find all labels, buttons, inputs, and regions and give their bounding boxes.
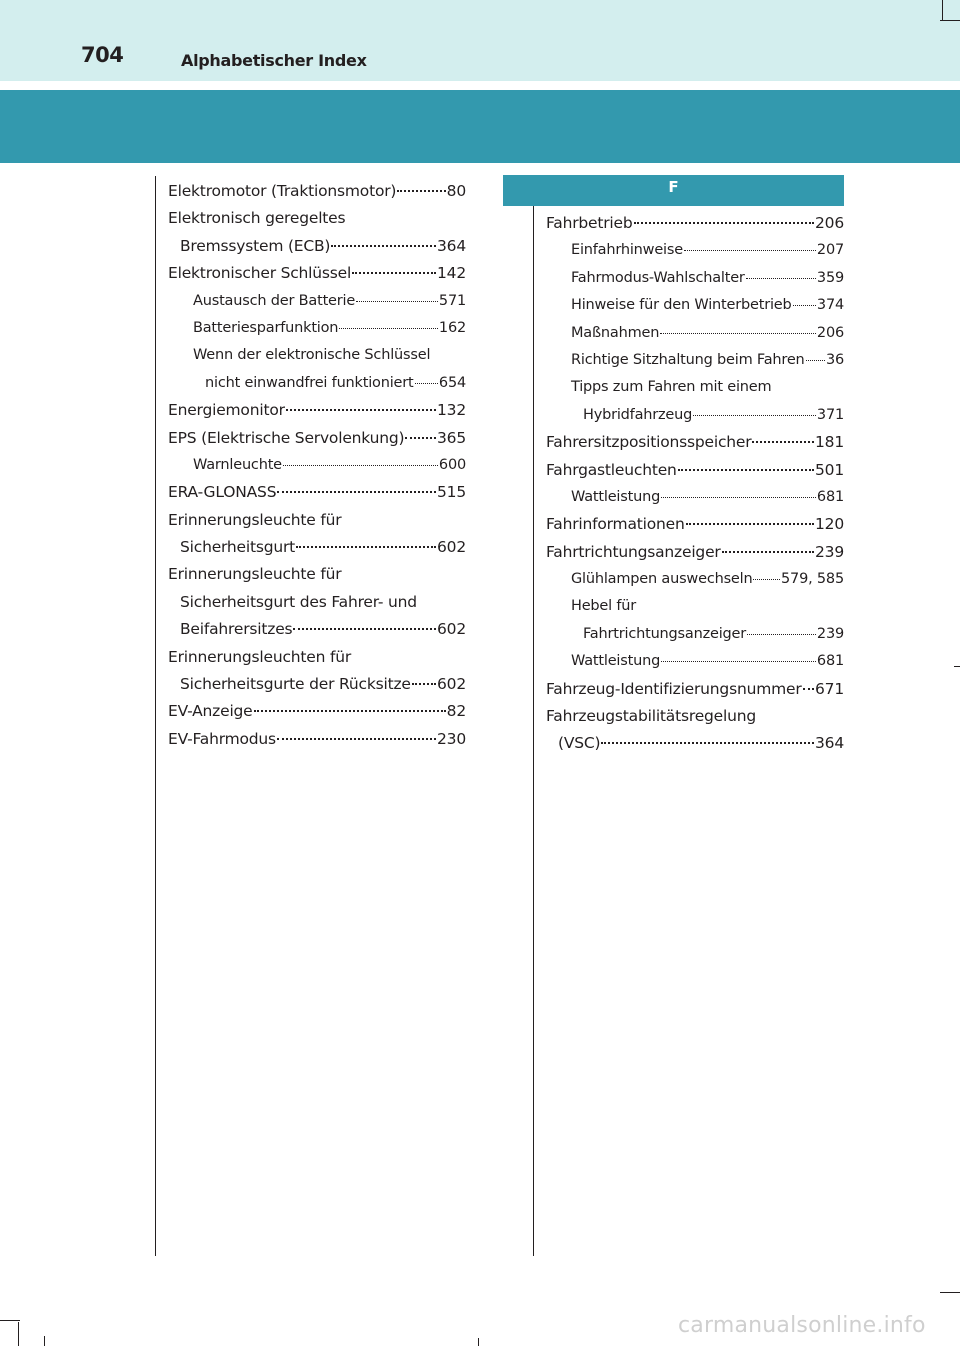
index-entry	[546, 648, 844, 675]
index-entry	[546, 429, 844, 456]
index-entry-page: 181	[815, 433, 844, 452]
dot-leader	[352, 272, 436, 274]
index-entry	[168, 507, 466, 534]
index-entry	[168, 370, 466, 397]
index-entry	[168, 671, 466, 698]
dot-leader	[397, 190, 445, 192]
index-entry-page: 239	[815, 542, 844, 561]
index-entry	[168, 425, 466, 452]
index-entry	[546, 511, 844, 538]
dot-leader	[277, 491, 436, 493]
index-entry-text: EPS (Elektrische Servolenkung)	[168, 428, 405, 447]
index-entry-text: EV-Anzeige	[168, 702, 253, 721]
index-entry-page: 120	[815, 515, 844, 534]
index-entry	[168, 260, 466, 287]
index-entry-page: 36	[825, 351, 844, 368]
index-entry	[546, 539, 844, 566]
index-entry	[168, 205, 466, 232]
index-entry-page: 206	[816, 324, 844, 341]
index-entry-text: Fahrgastleuchten	[546, 460, 677, 479]
index-entry	[168, 233, 466, 260]
dot-leader	[693, 415, 816, 416]
index-entry-text: Austausch der Batterie	[193, 292, 356, 309]
index-entry-page: 364	[437, 236, 466, 255]
dot-leader	[634, 222, 815, 224]
right-column-rule	[533, 176, 534, 1256]
index-entry-text: Einfahrhinweise	[571, 242, 683, 259]
index-entry-page: 600	[438, 456, 466, 473]
index-entry-page: 501	[815, 460, 844, 479]
index-entry	[168, 452, 466, 479]
dot-leader	[746, 278, 816, 279]
index-entry	[546, 237, 844, 264]
dot-leader	[793, 305, 816, 306]
index-entry	[546, 210, 844, 237]
index-entry	[168, 698, 466, 725]
index-entry-page: 374	[816, 297, 844, 314]
index-entry-page: 206	[815, 214, 844, 232]
index-entry-page: 681	[816, 488, 844, 505]
index-entry-page: 365	[437, 428, 466, 447]
crop-mark	[478, 1338, 479, 1346]
index-entry	[546, 621, 844, 648]
banner-band	[0, 90, 960, 163]
dot-leader	[331, 245, 436, 247]
crop-mark	[954, 666, 960, 667]
index-entry-page: 602	[437, 675, 466, 694]
index-entry	[546, 374, 844, 401]
index-entry-text: Hebel für	[571, 598, 637, 615]
index-entry	[168, 534, 466, 561]
index-entry-text: Beifahrersitzes	[180, 620, 293, 639]
index-entry-page: 371	[816, 406, 844, 423]
index-column-left	[168, 178, 466, 753]
index-entry-text: Tipps zum Fahren mit einem	[571, 379, 772, 396]
index-entry-text: Warnleuchte	[193, 456, 282, 473]
index-entry-page: 359	[816, 269, 844, 286]
index-entry-page: 671	[815, 679, 844, 698]
index-entry-text: nicht einwandfrei funktioniert	[205, 374, 414, 391]
index-entry-page: 230	[437, 729, 466, 748]
crop-mark	[0, 1320, 20, 1321]
index-entry	[168, 178, 466, 205]
index-entry	[168, 589, 466, 616]
left-column-rule	[155, 176, 156, 1256]
index-entry-text: Hybridfahrzeug	[583, 406, 693, 423]
dot-leader	[356, 301, 438, 302]
index-entry-page: 207	[816, 242, 844, 259]
dot-leader	[277, 738, 436, 740]
index-entry-text: Fahrbetrieb	[546, 214, 633, 232]
index-entry-text: (VSC)	[558, 734, 601, 753]
page-number: 704	[81, 43, 124, 67]
index-entry	[168, 561, 466, 588]
dot-leader	[661, 661, 816, 662]
index-entry	[168, 397, 466, 424]
index-entry-page: 602	[437, 620, 466, 639]
index-entry-text: Elektronischer Schlüssel	[168, 264, 352, 283]
dot-leader	[293, 628, 436, 630]
dot-leader	[296, 546, 436, 548]
index-entry-text: Erinnerungsleuchte für	[168, 510, 342, 529]
index-entry-page: 239	[816, 625, 844, 642]
index-entry-text: Bremssystem (ECB)	[180, 236, 331, 255]
crop-mark	[940, 1292, 960, 1293]
index-entry	[546, 457, 844, 484]
dot-leader	[405, 437, 436, 439]
index-entry-page: 681	[816, 653, 844, 670]
index-entry	[546, 402, 844, 429]
header-band	[0, 0, 960, 81]
dot-leader	[753, 579, 780, 580]
index-entry-page: 654	[438, 374, 466, 391]
index-entry-text: Wattleistung	[571, 488, 661, 505]
index-entry	[546, 730, 844, 757]
index-entry-text: Maßnahmen	[571, 324, 660, 341]
dot-leader	[806, 360, 825, 361]
letter-heading: F	[503, 175, 844, 206]
index-entry-text: Fahrzeug-Identifizierungsnummer	[546, 679, 802, 698]
crop-mark	[44, 1336, 45, 1346]
index-entry-text: ERA-GLONASS	[168, 483, 277, 502]
index-entry	[546, 484, 844, 511]
index-entry-text: EV-Fahrmodus	[168, 729, 276, 748]
index-entry	[546, 265, 844, 292]
index-entry-text: Elektronisch geregeltes	[168, 209, 346, 228]
index-entry	[168, 288, 466, 315]
index-entry-text: Erinnerungsleuchte für	[168, 565, 342, 584]
index-entry-text: Richtige Sitzhaltung beim Fahren	[571, 351, 805, 368]
watermark: carmanualsonline.info	[678, 1313, 926, 1338]
index-entry	[168, 644, 466, 671]
dot-leader	[254, 710, 446, 712]
dot-leader	[415, 383, 438, 384]
index-entry-page: 602	[437, 538, 466, 557]
dot-leader	[339, 328, 438, 329]
index-entry-page: 579, 585	[781, 571, 844, 588]
index-entry-page: 162	[438, 319, 466, 336]
dot-leader	[686, 523, 814, 525]
index-entry-text: Elektromotor (Traktionsmotor)	[168, 182, 397, 200]
index-entry	[546, 703, 844, 730]
index-entry-text: Erinnerungsleuchten für	[168, 647, 352, 666]
index-entry-text: Fahrmodus-Wahlschalter	[571, 269, 745, 286]
dot-leader	[722, 551, 814, 553]
index-entry	[168, 479, 466, 506]
index-entry-text: Sicherheitsgurt des Fahrer- und	[180, 592, 417, 611]
dot-leader	[412, 683, 436, 685]
index-entry-page: 142	[437, 264, 466, 283]
index-entry-page: 132	[437, 401, 466, 420]
index-entry	[546, 347, 844, 374]
index-entry-text: Fahrersitzpositionsspeicher	[546, 433, 752, 452]
index-entry-page: 364	[815, 734, 844, 753]
index-entry	[546, 676, 844, 703]
index-entry-text: Fahrzeugstabilitätsregelung	[546, 707, 756, 726]
index-entry	[546, 292, 844, 319]
crop-mark	[18, 1322, 19, 1346]
dot-leader	[678, 469, 814, 471]
index-entry	[168, 315, 466, 342]
index-entry-text: Wattleistung	[571, 653, 661, 670]
index-entry	[168, 726, 466, 753]
index-entry-text: Wenn der elektronische Schlüssel	[193, 347, 431, 364]
index-entry-text: Glühlampen auswechseln	[571, 571, 753, 588]
dot-leader	[601, 742, 814, 744]
index-entry-text: Hinweise für den Winterbetrieb	[571, 297, 792, 314]
index-entry-text: Fahrtrichtungsanzeiger	[546, 542, 721, 561]
dot-leader	[747, 634, 816, 635]
crop-mark	[940, 20, 960, 21]
index-entry	[546, 320, 844, 347]
index-entry-text: Sicherheitsgurt	[180, 538, 296, 557]
index-entry	[546, 566, 844, 593]
index-entry-page: 515	[437, 483, 466, 502]
dot-leader	[283, 465, 438, 466]
index-entry	[168, 616, 466, 643]
index-entry-text: Fahrtrichtungsanzeiger	[583, 625, 747, 642]
dot-leader	[684, 250, 816, 251]
dot-leader	[660, 333, 816, 334]
index-entry-text: Batteriesparfunktion	[193, 319, 339, 336]
dot-leader	[803, 688, 815, 690]
index-entry-page: 82	[446, 702, 466, 721]
index-entry-text: Fahrinformationen	[546, 515, 685, 534]
index-entry	[546, 593, 844, 620]
dot-leader	[752, 441, 814, 443]
section-title: Alphabetischer Index	[181, 51, 367, 70]
index-entry-page: 571	[438, 292, 466, 309]
index-entry-page: 80	[446, 182, 466, 200]
crop-mark	[942, 0, 943, 20]
dot-leader	[661, 497, 816, 498]
dot-leader	[286, 409, 436, 411]
index-column-right	[546, 210, 844, 758]
index-entry	[168, 342, 466, 369]
index-entry-text: Energiemonitor	[168, 401, 285, 420]
index-entry-text: Sicherheitsgurte der Rücksitze	[180, 675, 411, 694]
